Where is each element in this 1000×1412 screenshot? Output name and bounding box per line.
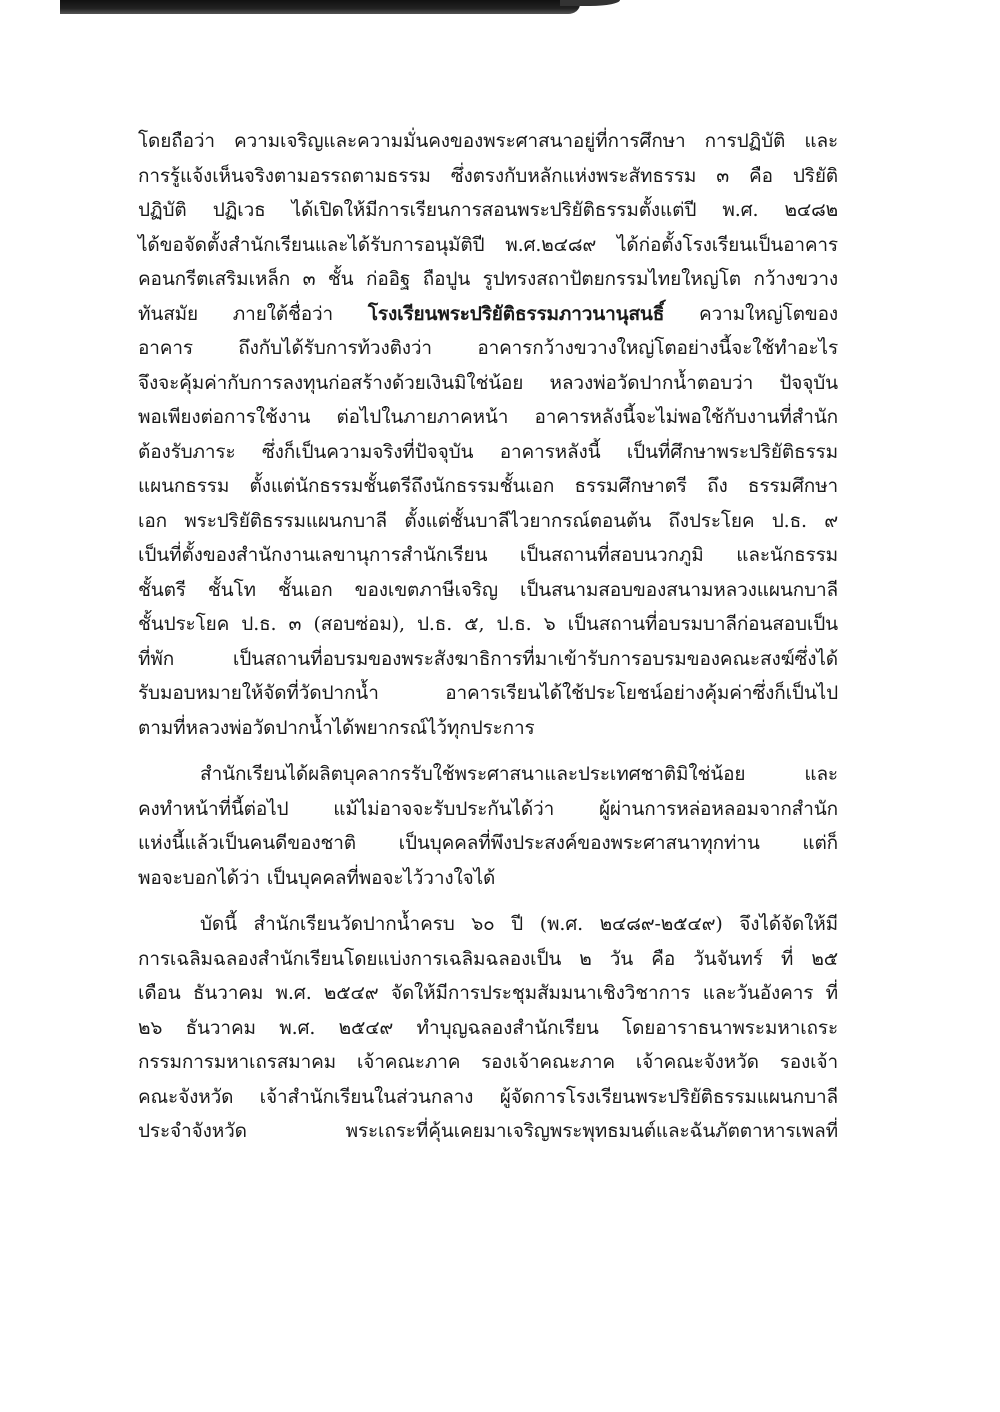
paragraph-gap [138, 895, 838, 907]
text-line: พอเพียงต่อการใช้งาน ต่อไปในภายภาคหน้า อาคารหลังนี้จะไม่พอใช้กับงานที่สำนัก [138, 406, 838, 428]
scan-edge-artifact [60, 0, 580, 14]
text-line: เป็นที่ตั้งของสำนักงานเลขานุการสำนักเรียน เป็นสถานที่สอบนวกภูมิ และนักธรรม [138, 544, 838, 566]
text-line: จึงจะคุ้มค่ากับการลงทุนก่อสร้างด้วยเงินมิใช่น้อย หลวงพ่อวัดปากน้ำตอบว่า ปัจจุบัน [138, 371, 838, 394]
text-line: ปฏิบัติ ปฏิเวธ ได้เปิดให้มีการเรียนการสอนพระปริยัติธรรมตั้งแต่ปี พ.ศ. ๒๔๘๒ [138, 199, 838, 221]
text-line: คณะจังหวัด เจ้าสำนักเรียนในส่วนกลาง ผู้จัดการโรงเรียนพระปริยัติธรรมแผนกบาลี [138, 1085, 838, 1108]
paragraph-3 [138, 907, 838, 1149]
text-line: รับมอบหมายให้จัดที่วัดปากน้ำ อาคารเรียนได้ใช้ประโยชน์อย่างคุ้มค่าซึ่งก็เป็นไป [138, 682, 838, 704]
text-line: ชั้นตรี ชั้นโท ชั้นเอก ของเขตภาษีเจริญ เป็นสนามสอบของสนามหลวงแผนกบาลี [138, 578, 838, 601]
document-page [138, 124, 838, 1149]
text-line: คอนกรีตเสริมเหล็ก ๓ ชั้น ก่ออิฐ ถือปูน รูปทรงสถาปัตยกรรมไทยใหญ่โต กว้างขวาง [138, 268, 838, 290]
text-line: บัดนี้ สำนักเรียนวัดปากน้ำครบ ๖๐ ปี (พ.ศ. ๒๔๘๙-๒๕๔๙) จึงได้จัดให้มี [200, 913, 838, 935]
text-line: เดือน ธันวาคม พ.ศ. ๒๕๔๙ จัดให้มีการประชุมสัมมนาเชิงวิชาการ และวันอังคาร ที่ [138, 982, 838, 1004]
paragraph-2 [138, 757, 838, 895]
text-line: ต้องรับภาระ ซึ่งก็เป็นความจริงที่ปัจจุบัน อาคารหลังนี้ เป็นที่ศึกษาพระปริยัติธรรม [138, 440, 838, 463]
text-line: ๒๖ ธันวาคม พ.ศ. ๒๕๔๙ ทำบุญฉลองสำนักเรียน โดยอาราธนาพระมหาเถระ [138, 1016, 838, 1039]
text-line-school-name [138, 297, 838, 332]
paragraph-1 [138, 124, 838, 745]
text-segment: ทันสมัย ภายใต้ชื่อว่า [138, 302, 368, 325]
text-line: ชั้นประโยค ป.ธ. ๓ (สอบซ่อม), ป.ธ. ๕, ป.ธ. ๖ เป็นสถานที่อบรมบาลีก่อนสอบเป็น [138, 613, 838, 635]
school-name: โรงเรียนพระปริยัติธรรมภาวนานุสนธิ์ [367, 302, 665, 325]
text-line: เอก พระปริยัติธรรมแผนกบาลี ตั้งแต่ชั้นบาลีไวยากรณ์ตอนต้น ถึงประโยค ป.ธ. ๙ [138, 509, 838, 532]
text-line: อาคาร ถึงกับได้รับการท้วงติงว่า อาคารกว้างขวางใหญ่โตอย่างนี้จะใช้ทำอะไร [138, 337, 838, 359]
text-segment: ความใหญ่โตของ [664, 302, 838, 325]
paragraph-gap [138, 745, 838, 757]
text-line: การรู้แจ้งเห็นจริงตามอรรถตามธรรม ซึ่งตรงกับหลักแห่งพระสัทธรรม ๓ คือ ปริยัติ [138, 164, 838, 187]
text-line: การเฉลิมฉลองสำนักเรียนโดยแบ่งการเฉลิมฉลองเป็น ๒ วัน คือ วันจันทร์ ที่ ๒๕ [138, 947, 838, 970]
text-line: แห่งนี้แล้วเป็นคนดีของชาติ เป็นบุคคลที่พึงประสงค์ของพระศาสนาทุกท่าน แต่ก็ [138, 832, 838, 854]
text-line: คงทำหน้าที่นี้ต่อไป แม้ไม่อาจจะรับประกันได้ว่า ผู้ผ่านการหล่อหลอมจากสำนัก [138, 797, 838, 820]
text-line: แผนกธรรม ตั้งแต่นักธรรมชั้นตรีถึงนักธรรมชั้นเอก ธรรมศึกษาตรี ถึง ธรรมศึกษา [138, 475, 838, 497]
text-line: ตามที่หลวงพ่อวัดปากน้ำได้พยากรณ์ไว้ทุกประการ [138, 716, 535, 739]
text-line: พอจะบอกได้ว่า เป็นบุคคลที่พอจะไว้วางใจได้ [138, 866, 496, 889]
text-line: โดยถือว่า ความเจริญและความมั่นคงของพระศาสนาอยู่ที่การศึกษา การปฏิบัติ และ [138, 130, 838, 152]
text-line: สำนักเรียนได้ผลิตบุคลากรรับใช้พระศาสนาและประเทศชาติมิใช่น้อย และ [200, 763, 838, 785]
text-line: กรรมการมหาเถรสมาคม เจ้าคณะภาค รองเจ้าคณะภาค เจ้าคณะจังหวัด รองเจ้า [138, 1051, 838, 1073]
text-line: ประจำจังหวัด พระเถระที่คุ้นเคยมาเจริญพระพุทธมนต์และฉันภัตตาหารเพลที่ [138, 1120, 838, 1142]
text-line: ที่พัก เป็นสถานที่อบรมของพระสังฆาธิการที่มาเข้ารับการอบรมของคณะสงฆ์ซึ่งได้ [138, 647, 838, 670]
text-line: ได้ขอจัดตั้งสำนักเรียนและได้รับการอนุมัติปี พ.ศ.๒๔๘๙ ได้ก่อตั้งโรงเรียนเป็นอาคาร [138, 233, 838, 256]
